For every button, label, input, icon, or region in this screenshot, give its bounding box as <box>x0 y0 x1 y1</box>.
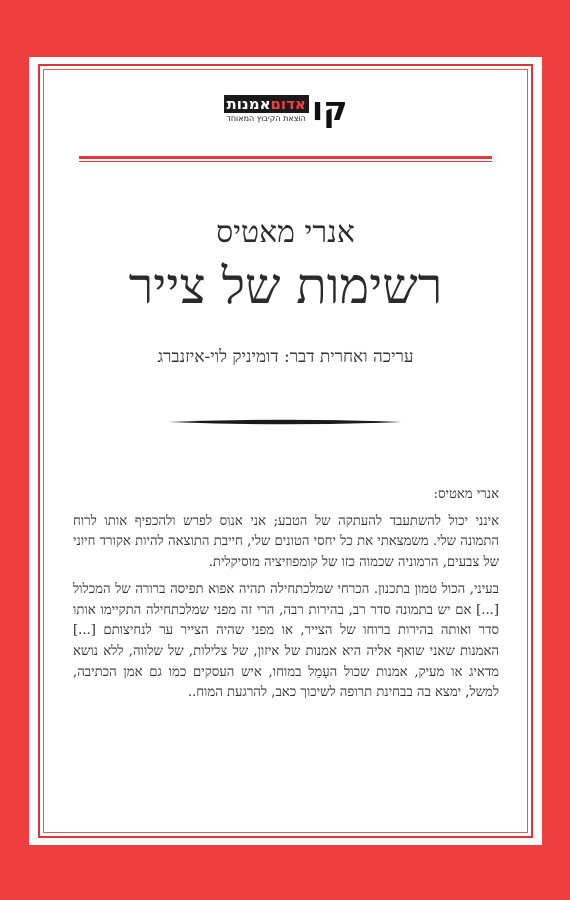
logo-name <box>224 95 309 113</box>
outer-frame <box>38 64 533 838</box>
author-name: אנרי מאטיס <box>216 215 355 250</box>
excerpt-paragraph: בעיני, הכול טמון בתכנון. הכרחי שמלכתחילה תהיה אפוא תפיסה ברורה של המכלול [...] אם יש בתמונה סדר רב, בהירות רבה, הרי זה מפני שמלכתחילה התקיימו אותו סדר ואותה בהירות ברוחו של הצייר, או מפני שהיה הצייר ער לנחיצותם [...] האמנות שאני שואף אליה היא אמנות של איזון, של צלילות, של שלווה, ללא נושא מדאיג או מעיק, אמנות שכול העָמֵל במוחו, איש העסקים כמו גם אמן הכתיבה, למשל, ימצא בה בבחינת תרופה לשיכוך כאב, להרגעת המוח.. <box>73 581 499 701</box>
logo-name-red: אדום <box>270 94 306 113</box>
book-cover <box>29 57 542 845</box>
logo-text <box>224 95 309 124</box>
excerpt-paragraph: אינני יכול להשתעבד להעתקה של הטבע; אני אנוס לפרש ולהכפיף אותו לרוח התמונה שלי. משמצאתי את כל יחסי הטונים שלי, חייבת התוצאה להיות אקורד חיוני של צבעים, הרמוניה שכמוה כזו של קומפוזיציה מוסיקלית. <box>73 513 499 571</box>
logo-name-white: אמנות <box>226 94 271 113</box>
publisher-logo <box>224 89 348 128</box>
ornamental-divider <box>168 418 402 426</box>
logo-mark: קו <box>311 89 348 128</box>
excerpt-heading: אנרי מאטיס: <box>433 487 499 502</box>
header-rule-thick <box>79 156 492 159</box>
publisher-subtitle: הוצאת הקיבוץ המאוחד <box>226 113 306 123</box>
excerpt <box>73 485 499 704</box>
book-title: רשימות של צייר <box>128 257 443 315</box>
inner-frame <box>43 69 528 833</box>
header-rule-thin <box>79 161 492 162</box>
editor-credit: עריכה ואחרית דבר: דומיניק לוי-איזנברג <box>157 347 414 367</box>
